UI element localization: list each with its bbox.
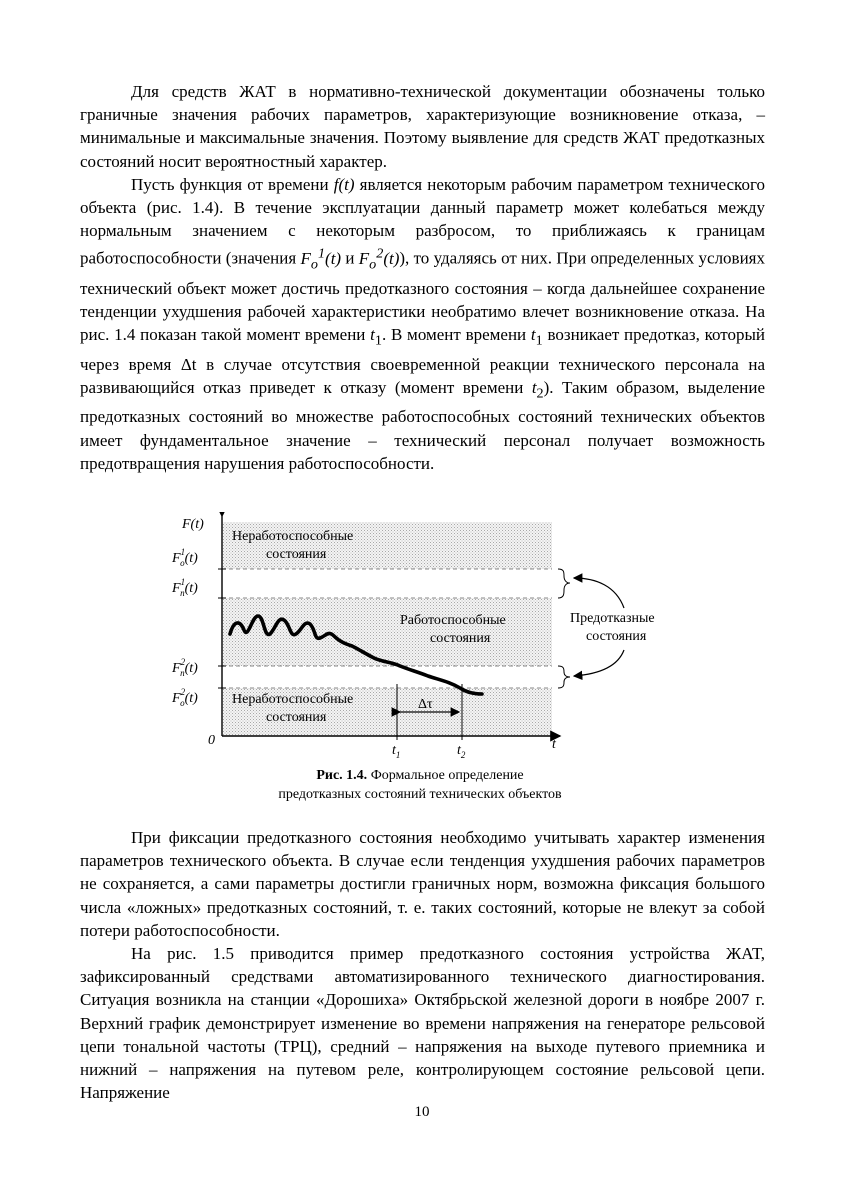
top-zone-text-2: состояния [266,547,327,562]
label-fo1: $F^1$ o(t) [172,547,198,568]
x-axis-label: t [552,737,556,752]
mid-zone-text-2: состояния [430,631,491,646]
label-fo2: $F^2$ o(t) [172,687,198,708]
pre-failure-text-1: Предотказные [570,611,655,626]
t2-label: $t_2$ [457,743,466,760]
paragraph-1: Для средств ЖАТ в нормативно-технической документации обозначены только граничные значения рабочих параметров, характеризующие возникновение отказа, – минимальные и максимальные значения. Поэтому выявление для средств ЖАТ предотказных состояний носит вероятностный характер. [80,82,765,171]
arrow-to-bottom-brace [574,650,624,676]
page-body-bottom [80,826,765,1104]
t1-label: $t_1$ [392,743,401,760]
mid-zone-text-1: Работоспособные [400,613,506,628]
figure-diagram [160,512,680,762]
label-fn1: $F^1$ п(t) [172,577,198,598]
paragraph-3: При фиксации предотказного состояния необходимо учитывать характер изменения параметров технического объекта. В случае если тенденция ухудшения рабочих параметров не сохраняется, а сами параметры достигли граничных норм, возможна фиксация большого числа «ложных» предотказных состояний, т. е. таких состояний, которые не влекут за собой потери работоспособности. [80,828,765,940]
pre-failure-text-2: состояния [586,629,647,644]
brace-top [558,569,570,598]
bottom-zone-text-1: Неработоспособные [232,692,354,707]
page-number: 10 [414,1104,430,1120]
brace-bottom [558,666,570,688]
formula-fo2: $F_o^2(t)$ [358,245,400,273]
figure-1-4 [160,512,680,762]
figure-caption: Рис. 1.4. Формальное определение предотказных состояний технических объектов [278,768,562,802]
arrow-to-top-brace [574,578,624,608]
paragraph-2: Пусть функция от времени f(t) является некоторым рабочим параметром технического объекта (рис. 1.4). В течение эксплуатации данный параметр может колебаться между нормальным значением с некоторым разбросом, то приближаясь к границам работоспособности (значения $F_o^1(t)$ и $F_o^2(t)$), то удаляясь от них. При определенных условиях технический объект может достичь предотказного состояния – когда дальнейшее сохранение тенденции ухудшения рабочей характеристики необратимо влечет возникновение отказа. На рис. 1.4 показан такой момент времени $t_1$. В момент времени $t_1$ возникает предотказ, который через время Δt в случае отсутствия своевременной реакции технического персонала на развивающийся отказ приведет к отказу (момент времени $t_2$). Таким образом, выделение предотказных состояний во множестве работоспособных состояний технических объектов имеет фундаментальное значение – технический персонал получает возможность предотвращения нарушения работоспособности. [80,174,765,473]
origin-label: 0 [208,733,215,748]
top-zone-text-1: Неработоспособные [232,529,354,544]
bottom-zone-text-2: состояния [266,710,327,725]
delta-tau-label: Δτ [418,697,433,712]
y-axis-label: F(t) [182,517,204,532]
page-body [80,80,765,475]
label-fn2: $F^2$ п(t) [172,657,198,678]
paragraph-4: На рис. 1.5 приводится пример предотказного состояния устройства ЖАТ, зафиксированный средствами автоматизированного технического диагностирования. Ситуация возникла на станции «Дорошиха» Октябрьской железной дороги в ноябре 2007 г. Верхний график демонстрирует изменение во времени напряжения на генераторе рельсовой цепи тональной частоты (ТРЦ), средний – напряжения на выходе путевого приемника и нижний – напряжения на путевом реле, контролирующем состояние рельсовой цепи. Напряжение [80,944,765,1103]
formula-fo1: $F_o^1(t)$ [300,245,342,273]
